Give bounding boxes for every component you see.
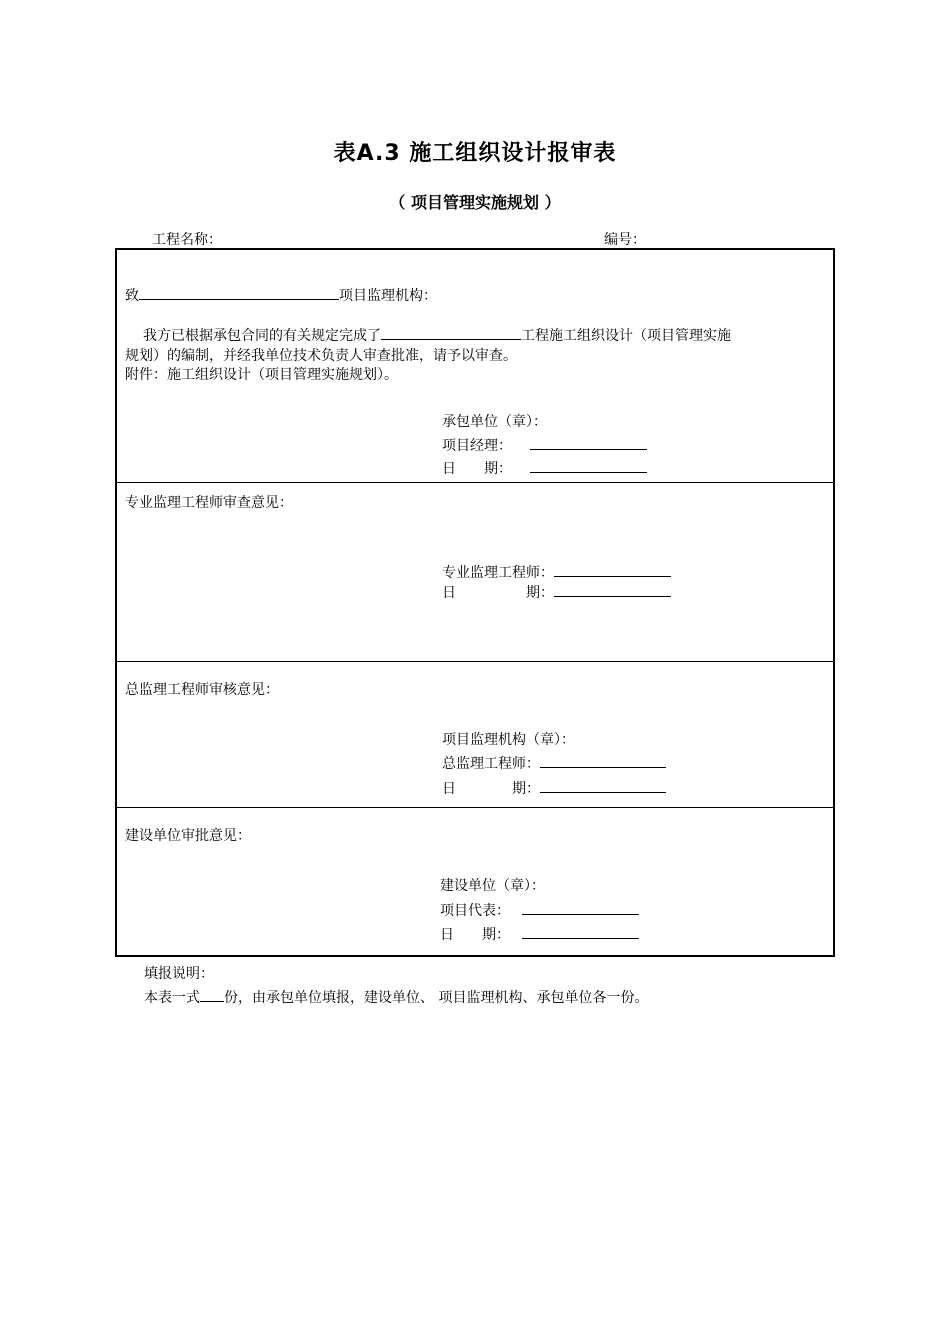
manager-signature-blank[interactable] bbox=[530, 435, 647, 450]
owner-date-label: 日 期： bbox=[440, 927, 510, 943]
chief-review-heading: 总监理工程师审核意见： bbox=[125, 682, 279, 698]
org-suffix: 项目监理机构： bbox=[339, 288, 437, 304]
manager-line bbox=[442, 435, 647, 455]
notes-text-after: 份，由承包单位填报，建设单位、 项目监理机构、承包单位各一份。 bbox=[224, 990, 649, 1006]
owner-rep-blank[interactable] bbox=[522, 900, 639, 915]
project-blank[interactable] bbox=[381, 325, 521, 340]
specialist-label: 专业监理工程师： bbox=[442, 565, 554, 581]
attachment-line: 附件：施工组织设计（项目管理实施规划）。 bbox=[125, 367, 398, 383]
chief-label: 总监理工程师： bbox=[442, 756, 540, 772]
contractor-date-line bbox=[442, 458, 647, 478]
owner-date-blank[interactable] bbox=[522, 924, 639, 939]
specialist-date-line bbox=[442, 582, 671, 602]
copies-blank[interactable] bbox=[200, 987, 224, 1002]
form-subtitle: （ 项目管理实施规划 ） bbox=[389, 193, 561, 212]
chief-date-line bbox=[442, 778, 666, 798]
owner-date-line bbox=[440, 924, 639, 944]
body-part2: 工程施工组织设计（项目管理实施 bbox=[521, 328, 731, 344]
recipient-line bbox=[125, 285, 437, 305]
chief-line bbox=[442, 753, 666, 773]
owner-rep-line bbox=[440, 900, 639, 920]
specialist-date-blank[interactable] bbox=[554, 582, 671, 597]
chief-signature-blank[interactable] bbox=[540, 753, 666, 768]
divider-2 bbox=[115, 661, 835, 662]
contractor-label: 承包单位（章）： bbox=[442, 414, 547, 430]
owner-approval-heading: 建设单位审批意见： bbox=[125, 828, 251, 844]
owner-rep-label: 项目代表： bbox=[440, 903, 510, 919]
contractor-date-blank[interactable] bbox=[530, 458, 647, 473]
to-label: 致 bbox=[125, 288, 139, 304]
project-name-label: 工程名称： bbox=[152, 232, 222, 248]
specialist-date-label: 日 期： bbox=[442, 585, 554, 601]
notes-text-before: 本表一式 bbox=[144, 990, 200, 1006]
contractor-date-label: 日 期： bbox=[442, 461, 512, 477]
manager-label: 项目经理： bbox=[442, 438, 512, 454]
form-title: 表A.3 施工组织设计报审表 bbox=[333, 141, 617, 166]
chief-date-label: 日 期： bbox=[442, 781, 540, 797]
divider-1 bbox=[115, 482, 835, 483]
specialist-line bbox=[442, 562, 671, 582]
supervision-org-blank[interactable] bbox=[139, 285, 339, 300]
notes-text bbox=[144, 987, 648, 1007]
divider-3 bbox=[115, 807, 835, 808]
body-part1: 我方已根据承包合同的有关规定完成了 bbox=[143, 328, 381, 344]
specialist-signature-blank[interactable] bbox=[554, 562, 671, 577]
notes-heading: 填报说明： bbox=[144, 966, 214, 982]
body-line-2: 规划）的编制，并经我单位技术负责人审查批准，请予以审查。 bbox=[125, 348, 517, 364]
chief-date-blank[interactable] bbox=[540, 778, 666, 793]
specialist-review-heading: 专业监理工程师审查意见： bbox=[125, 495, 293, 511]
body-line-1 bbox=[143, 325, 731, 345]
number-label: 编号： bbox=[604, 232, 646, 248]
owner-unit-label: 建设单位（章）： bbox=[440, 878, 545, 894]
supervision-org-label: 项目监理机构（章）： bbox=[442, 732, 575, 748]
